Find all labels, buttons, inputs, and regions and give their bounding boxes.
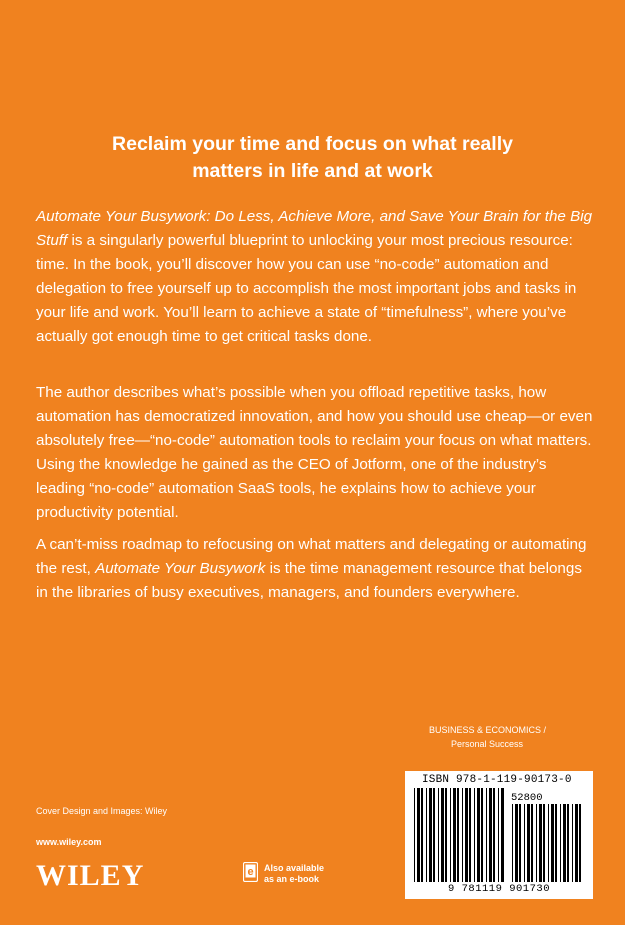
barcode-bar <box>560 804 561 882</box>
barcode-bar <box>477 788 480 882</box>
barcode-bar <box>539 804 542 882</box>
barcode-bar <box>465 788 468 882</box>
cover-credit: Cover Design and Images: Wiley <box>36 806 168 816</box>
barcode-bar <box>441 788 444 882</box>
addon-barcode <box>512 804 582 882</box>
barcode-bar <box>567 804 569 882</box>
book-title-short-italic: Automate Your Busywork <box>95 560 266 577</box>
paragraph-2-text: The author describes what’s possible when you offload repetitive tasks, how automation has democratized innovation, and how you should use cheap—or even absolutely free—“no-code” automation tools to reclaim your focus on what matters. Using the knowledge he gained as the CEO of Jotform, one of the industry’s leading “no-code” automation SaaS tools, he explains how to achieve your productivity potential. <box>36 384 593 521</box>
subject-category <box>429 723 589 751</box>
barcode-bar <box>515 804 518 882</box>
barcode-bar <box>575 804 578 882</box>
barcode-bar <box>438 788 439 882</box>
barcode-digits: 9 781119 901730 <box>447 883 550 895</box>
barcode-bar <box>462 788 463 882</box>
headline-line-2: matters in life and at work <box>192 160 433 182</box>
headline-line-1: Reclaim your time and focus on what really <box>112 133 513 155</box>
barcode-bar <box>563 804 566 882</box>
barcode-bar <box>527 804 530 882</box>
barcode-bar <box>524 804 525 882</box>
barcode-bar <box>555 804 557 882</box>
barcode-bar <box>543 804 545 882</box>
barcode-bar <box>493 788 495 882</box>
book-title-italic: Automate Your Busywork: Do Less, Achieve More, and Save Your Brain for the Big Stuff <box>36 208 593 249</box>
barcode-bar <box>429 788 432 882</box>
barcode-bar <box>474 788 475 882</box>
barcode-bar <box>433 788 435 882</box>
isbn-text: ISBN 978-1-119-90173-0 <box>422 774 572 786</box>
paragraph-3-text-before: A can’t-miss roadmap to refocusing on what matters and delegating or automating the rest, <box>36 536 587 577</box>
barcode-bar <box>445 788 447 882</box>
paragraph-3-text-after: is the time management resource that belongs in the libraries of busy executives, managers, and founders everywhere. <box>36 560 582 601</box>
barcode-bar <box>531 804 533 882</box>
paragraph-1 <box>36 205 596 349</box>
barcode-bar <box>417 788 420 882</box>
barcode-bar <box>501 788 504 882</box>
ebook-icon <box>243 862 258 882</box>
barcode-bar <box>421 788 423 882</box>
barcode-bar <box>536 804 537 882</box>
barcode-bar <box>489 788 492 882</box>
category-line-2: Personal Success <box>451 739 524 749</box>
paragraph-1-text: is a singularly powerful blueprint to unlocking your most precious resource: time. In the book, you’ll discover how you can use “no-code” automation and delegation to free yourself up to accomplish the most important jobs and tasks in your life and work. You’ll learn to achieve a state of “timefulness”, where you’ve actually got enough time to get critical tasks done. <box>36 232 577 345</box>
barcode-bar <box>519 804 521 882</box>
barcode-bar <box>453 788 456 882</box>
barcode-bar <box>512 804 513 882</box>
barcode-bar <box>498 788 499 882</box>
barcode-bar <box>572 804 573 882</box>
publisher-logo: WILEY <box>36 859 145 892</box>
ebook-availability <box>264 863 324 885</box>
ebook-line-1: Also available <box>264 863 325 873</box>
barcode-bar <box>548 804 549 882</box>
barcode-bar <box>414 788 415 882</box>
ebook-line-2: as an e-book <box>264 874 320 884</box>
barcode-bar <box>469 788 471 882</box>
barcode-bar <box>450 788 451 882</box>
category-line-1: BUSINESS & ECONOMICS / <box>429 725 547 735</box>
barcode-bar <box>457 788 459 882</box>
headline <box>0 131 625 185</box>
paragraph-2 <box>36 381 596 525</box>
paragraph-3 <box>36 533 596 605</box>
barcode-bar <box>551 804 554 882</box>
publisher-url: www.wiley.com <box>36 837 102 847</box>
price-code: 52800 <box>511 792 543 804</box>
svg-text:e: e <box>247 866 254 878</box>
barcode-bar <box>481 788 483 882</box>
barcode-box <box>405 771 593 899</box>
barcode-bar <box>426 788 427 882</box>
ean-barcode <box>414 788 507 882</box>
barcode-bar <box>486 788 487 882</box>
barcode-bar <box>579 804 581 882</box>
